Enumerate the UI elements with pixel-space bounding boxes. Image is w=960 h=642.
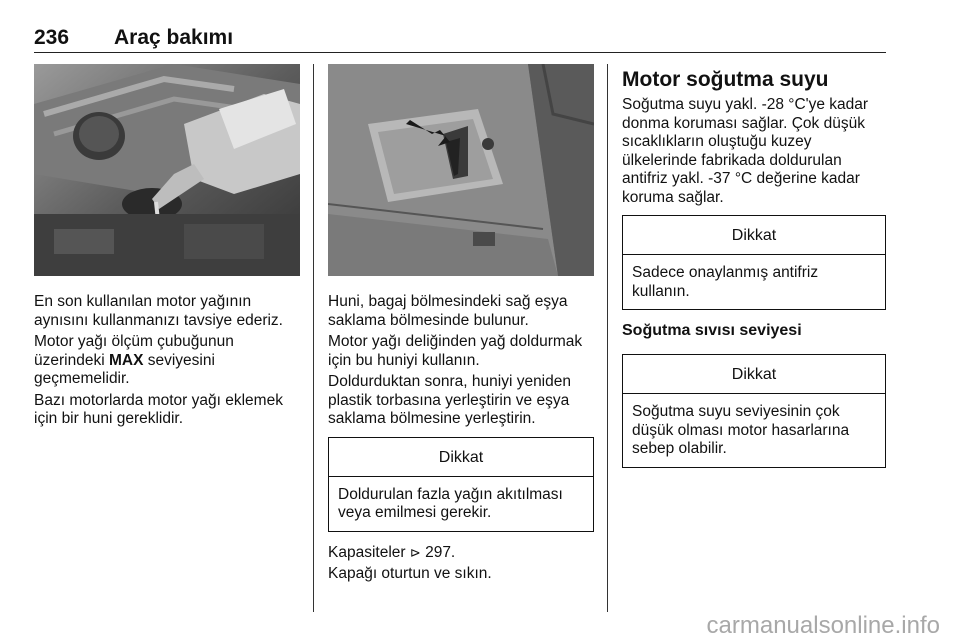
paragraph-store-funnel: Doldurduktan sonra, huniyi yeniden plastik torbasına yerleştirin ve eşya saklama bölmesine yerleştirin. [328, 373, 571, 427]
caution-box-low-coolant [622, 354, 886, 468]
column-1 [34, 64, 300, 432]
max-text-before: Motor yağı ölçüm çubuğunun üzerindeki [34, 333, 234, 369]
paragraph-use-funnel: Motor yağı deliğinden yağ doldurmak için bu huniyi kullanın. [328, 333, 583, 369]
caution-body: Sadece onaylanmış antifriz kullanın. [632, 264, 819, 300]
column-2 [328, 64, 594, 587]
caution-box-antifreeze [622, 215, 886, 310]
caution-body: Doldurulan fazla yağın akıtılması veya emilmesi gerekir. [338, 485, 563, 521]
watermark: carmanualsonline.info [706, 612, 940, 639]
max-text-after: seviyesini geçmemelidir. [34, 351, 215, 387]
paragraph-funnel-needed: Bazı motorlarda motor yağı eklemek için bir huni gereklidir. [34, 391, 283, 427]
caution-body: Soğutma suyu seviyesinin çok düşük olması motor hasarlarına sebep olabilir. [632, 403, 850, 457]
paragraph-close-cap: Kapağı oturtun ve sıkın. [328, 565, 492, 582]
column-divider-1 [313, 64, 314, 612]
paragraph-recommend-oil: En son kullanılan motor yağının aynısını kullanmanızı tavsiye ederiz. [34, 293, 283, 329]
max-label: MAX [108, 351, 144, 369]
column-divider-2 [607, 64, 608, 612]
capacities-page: 297. [420, 543, 456, 561]
paragraph-funnel-location: Huni, bagaj bölmesindeki sağ eşya saklama bölmesinde bulunur. [328, 293, 568, 329]
engine-oil-filling-photo [34, 64, 300, 276]
trunk-funnel-photo-icon [328, 64, 594, 276]
caution-box-excess-oil [328, 437, 594, 532]
section-heading-coolant: Motor soğutma suyu [622, 68, 829, 91]
capacities-reference[interactable] [328, 544, 594, 563]
paragraph-max-level [34, 333, 300, 389]
paragraph-coolant-intro: Soğutma suyu yakl. -28 °C'ye kadar donma koruması sağlar. Çok düşük sıcaklıkların oluştuğu kuzey ülkelerinde fabrikada doldurulan antifriz yakl. -37 °C değerine kadar koruma sağlar. [622, 96, 869, 206]
caution-title: Dikkat [623, 355, 885, 394]
caution-title: Dikkat [623, 216, 885, 255]
page-header [34, 26, 886, 53]
column-3 [622, 64, 886, 480]
trunk-funnel-photo [328, 64, 594, 276]
caution-title: Dikkat [329, 438, 593, 477]
capacities-label: Kapasiteler [328, 543, 406, 561]
chapter-title: Araç bakımı [114, 26, 234, 49]
page-number: 236 [34, 26, 70, 49]
page-reference-icon: ⊳ [409, 544, 421, 560]
subheading-coolant-level: Soğutma sıvısı seviyesi [622, 322, 802, 339]
engine-oil-photo-icon [34, 64, 300, 276]
